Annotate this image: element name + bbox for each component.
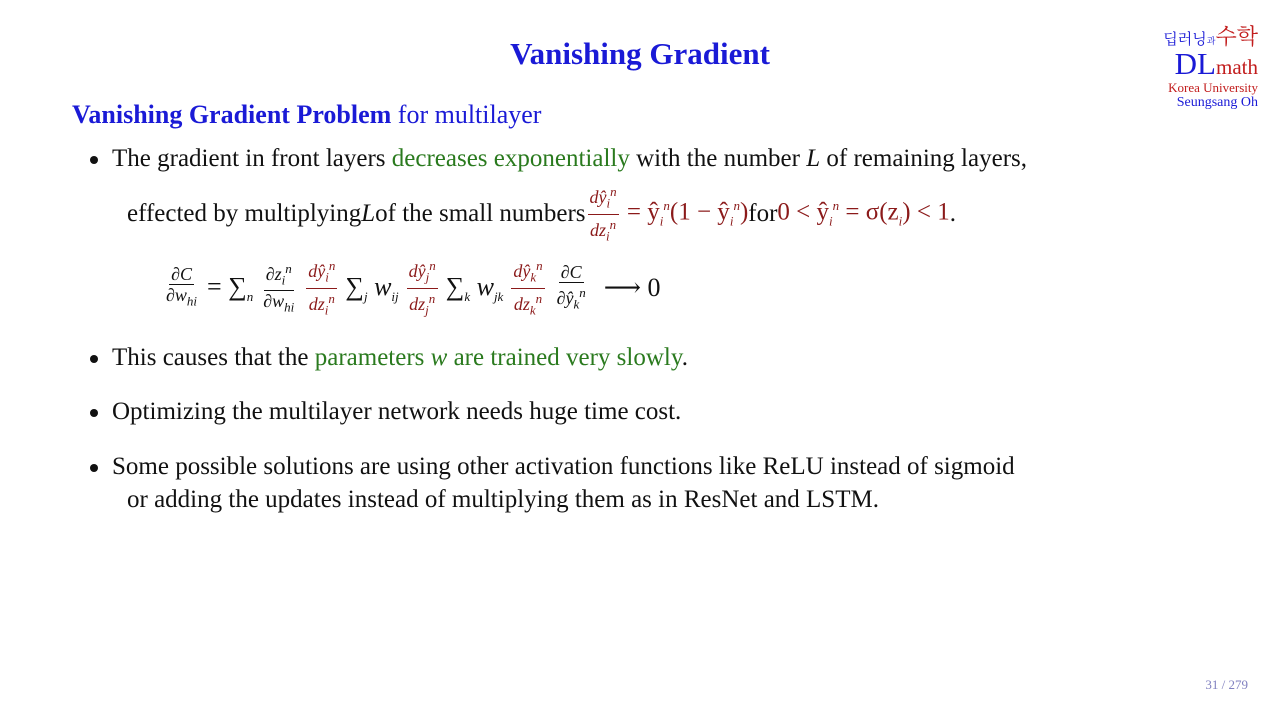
bullet-4-line-1: Some possible solutions are using other activation functions like ReLU instead of sigmoid bbox=[112, 453, 1015, 480]
subheading bbox=[72, 100, 541, 130]
logo-dl: DL bbox=[1174, 46, 1216, 81]
bullet-2-period: . bbox=[681, 344, 688, 371]
bullet-2-highlight-b: are trained very slowly bbox=[447, 344, 682, 371]
subheading-rest: for multilayer bbox=[391, 100, 542, 129]
fraction-dyhat-dz: $\frac{dŷ_i^n}{dz_i^n}$ bbox=[589, 184, 617, 244]
cond-c: ) < 1 bbox=[902, 198, 950, 226]
bullet-1-line-2: effected by multiplying L of the small numbers $\frac{dŷ_i^n}{dz_i^n}$ = $ŷ_i^n(1$ − $ŷ_i^n$) for $0 < ŷ_i^n = \sigma(z_i) < 1$ . bbox=[127, 182, 956, 246]
bullet-1-text-a: The gradient in front layers bbox=[112, 145, 392, 172]
logo-math: math bbox=[1216, 55, 1258, 79]
bullet-1-text-e: of remaining layers, bbox=[820, 145, 1027, 172]
frac-dy-dz-i: $\frac{dŷ_i^n}{dz_i^n}$ bbox=[308, 258, 336, 318]
bullet-4 bbox=[90, 452, 1015, 482]
cond-a: 0 < ŷ bbox=[777, 198, 830, 226]
bullet-3-text: Optimizing the multilayer network needs huge time cost. bbox=[112, 398, 682, 425]
eq1-b: (1 − ŷ bbox=[669, 198, 730, 226]
arrow-zero: ⟶ 0 bbox=[603, 273, 661, 303]
frac-dy-dz-j: $\frac{dŷ_j^n}{dz_j^n}$ bbox=[408, 258, 436, 318]
bullet-dot bbox=[90, 409, 98, 417]
frac-dC-dy: $\frac{\partial C}{\partial ŷ_k^n}$ bbox=[556, 261, 586, 312]
bullet-2-w: w bbox=[430, 344, 448, 371]
bullet-1-L: L bbox=[806, 145, 821, 172]
bullet-1-line2-c: of the small numbers bbox=[375, 200, 586, 228]
bullet-2-text-a: This causes that the bbox=[112, 344, 315, 371]
frac-dz-dw: $\frac{\partial z_i^n}{\partial w_{hi}}$ bbox=[263, 260, 295, 315]
logo bbox=[1138, 20, 1258, 111]
bullet-1 bbox=[90, 144, 1027, 174]
eq1-a: = ŷ bbox=[626, 198, 660, 226]
bullet-1-line2-L: L bbox=[361, 200, 376, 228]
logo-author: Seungsang Oh bbox=[1176, 95, 1258, 110]
frac-dy-dz-k: $\frac{dŷ_k^n}{dz_k^n}$ bbox=[513, 258, 543, 318]
bullet-1-period: . bbox=[949, 200, 956, 228]
bullet-3 bbox=[90, 397, 681, 427]
subheading-bold: Vanishing Gradient Problem bbox=[72, 100, 392, 129]
frac-dC-dw: $\frac{\partial C}{\partial w_{hi}}$ bbox=[166, 264, 198, 309]
bullet-dot bbox=[90, 464, 98, 472]
cond-b: = σ(z bbox=[839, 198, 899, 226]
bullet-2-highlight-a: parameters bbox=[314, 344, 431, 371]
bullet-1-for: for bbox=[748, 200, 778, 228]
slide-title: Vanishing Gradient bbox=[510, 36, 770, 71]
chain-rule-equation: $\frac{\partial C}{\partial w_{hi}}$ = $\sum_n$ $\frac{\partial z_i^n}{\partial w_{hi}}$ $\frac{dŷ_i^n}{dz_i^n}$ $\sum_j$ $w_{ij}$ $\frac{dŷ_j^n}{dz_j^n}$ $\sum_k$ $w_{jk}$ $\frac{dŷ_k^n}{dz_k^n}$ $\frac{\partial C}{\partial ŷ_k^n}$ ⟶ 0 bbox=[162, 256, 661, 320]
bullet-dot bbox=[90, 156, 98, 164]
bullet-4-line-2: or adding the updates instead of multiplying them as in ResNet and LSTM. bbox=[127, 486, 879, 513]
bullet-1-text-c: with the number bbox=[629, 145, 807, 172]
logo-korean-1: 딥러닝 bbox=[1163, 32, 1207, 48]
eq1-c: ) bbox=[739, 198, 749, 226]
bullet-1-highlight: decreases exponentially bbox=[391, 145, 630, 172]
logo-university: Korea University bbox=[1168, 80, 1258, 95]
bullet-dot bbox=[90, 355, 98, 363]
bullet-2 bbox=[90, 343, 688, 373]
logo-korean-small: 과 bbox=[1206, 36, 1216, 46]
logo-korean-2: 수학 bbox=[1215, 24, 1258, 49]
bullet-1-line2-a: effected by multiplying bbox=[127, 200, 362, 228]
page-number: 31 / 279 bbox=[1205, 677, 1248, 692]
